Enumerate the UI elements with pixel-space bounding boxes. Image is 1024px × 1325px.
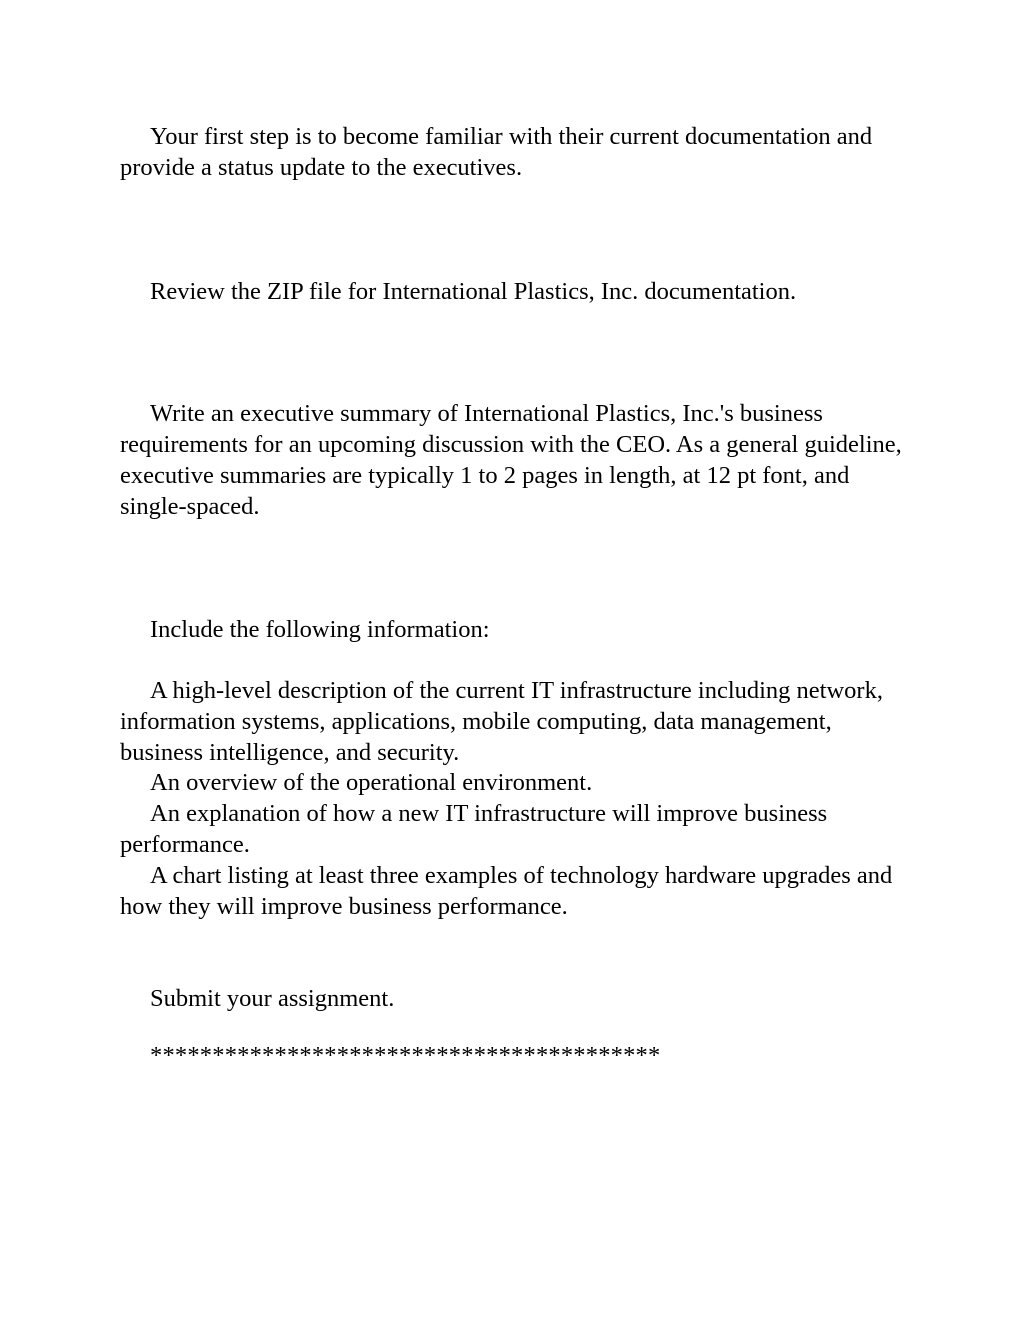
requirement-item-hardware-chart: A chart listing at least three examples of technology hardware upgrades and how they will improve business performance. [120, 862, 893, 920]
asterisk-divider: ***************************************** [150, 1042, 661, 1069]
intro-paragraph: Your first step is to become familiar with their current documentation and provide a status update to the executives. [120, 123, 873, 181]
review-instruction: Review the ZIP file for International Plastics, Inc. documentation. [150, 278, 797, 305]
requirement-item-business-performance: An explanation of how a new IT infrastructure will improve business performance. [120, 800, 828, 858]
requirement-item-infrastructure: A high-level description of the current IT infrastructure including network, information systems, applications, mobile computing, data management, business intelligence, and security. [120, 677, 883, 766]
include-heading: Include the following information: [150, 616, 490, 643]
executive-summary-instruction: Write an executive summary of International Plastics, Inc.'s business requirements for an upcoming discussion with the CEO. As a general guideline, executive summaries are typically 1 to 2 pages in length, at 12 pt font, and single-spaced. [120, 400, 902, 520]
submit-instruction: Submit your assignment. [150, 985, 395, 1012]
requirement-item-operational-environment: An overview of the operational environment. [150, 769, 593, 796]
